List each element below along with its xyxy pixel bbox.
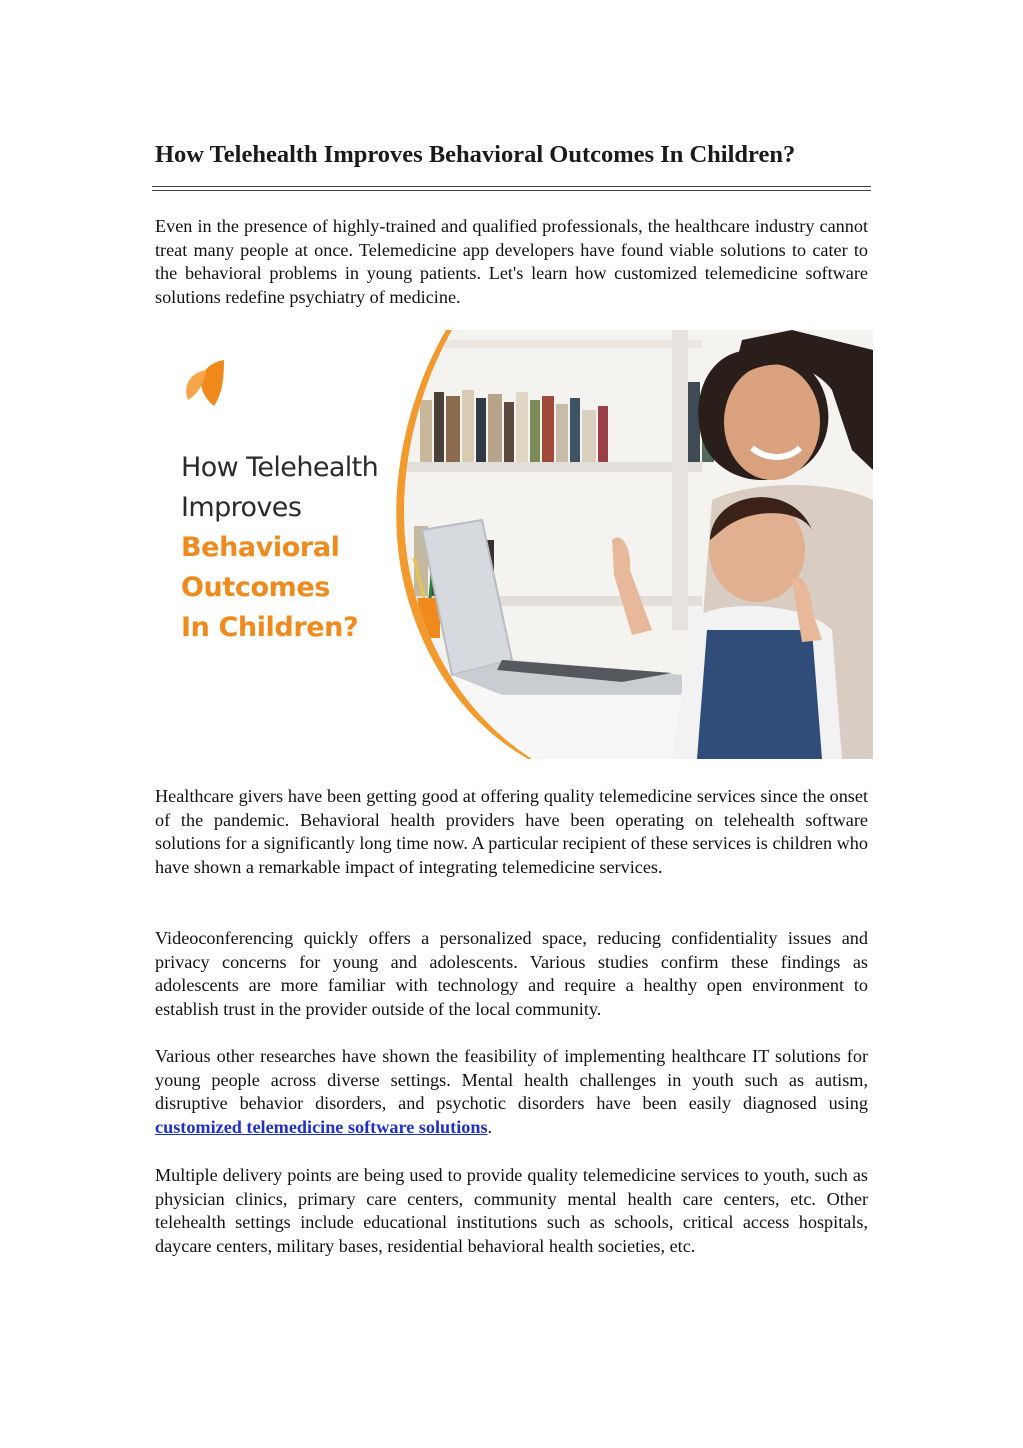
- body-paragraph-1: Healthcare givers have been getting good at offering quality telemedicine services since the onset of the pandemic. Behavioral health providers have been operating on telehealth software solutions for a significantly long time now. A particular recipient of these services is children who have shown a remarkable impact of integrating telemedicine services.: [155, 786, 868, 877]
- body-paragraph-3-end: .: [487, 1116, 493, 1137]
- body-paragraph-2: Videoconferencing quickly offers a personalized space, reducing confidentiality issues and privacy concerns for young and adolescents. Various studies confirm these findings as adolescents are more familiar with technology and require a healthy open environment to establish trust in the provider outside of the local community.: [155, 928, 868, 1019]
- photo: [392, 330, 873, 759]
- hero-line-5: In Children?: [181, 612, 359, 643]
- hero-line-2: Improves: [181, 492, 302, 523]
- page-title: How Telehealth Improves Behavioral Outcomes In Children?: [155, 141, 796, 168]
- hero-line-1: How Telehealth: [181, 452, 379, 483]
- intro-paragraph: Even in the presence of highly-trained and qualified professionals, the healthcare industry cannot treat many people at once. Telemedicine app developers have found viable solutions to cater to the behavioral problems in young patients. Let's learn how customized telemedicine software solutions redefine psychiatry of medicine.: [155, 216, 868, 307]
- body-paragraph-3: [155, 1045, 868, 1139]
- hero-image: [152, 330, 873, 759]
- hero-heading: [181, 448, 378, 648]
- leaf-logo-icon: [186, 358, 224, 406]
- telemedicine-solutions-link[interactable]: customized telemedicine software solutions: [155, 1116, 488, 1137]
- body-paragraph-3-text: Various other researches have shown the feasibility of implementing healthcare IT solutions for young people across diverse settings. Mental health challenges in youth such as autism, disruptive behavior disorders, and psychotic disorders have been easily diagnosed using: [155, 1046, 868, 1114]
- hero-line-3: Behavioral: [181, 532, 340, 563]
- body-paragraph-4: Multiple delivery points are being used to provide quality telemedicine services to youth, such as physician clinics, primary care centers, community mental health care centers, etc. Other telehealth settings include educational institutions such as schools, critical access hospitals, daycare centers, military bases, residential behavioral health societies, etc.: [155, 1165, 868, 1256]
- hero-line-4: Outcomes: [181, 572, 330, 603]
- title-divider: [152, 186, 871, 191]
